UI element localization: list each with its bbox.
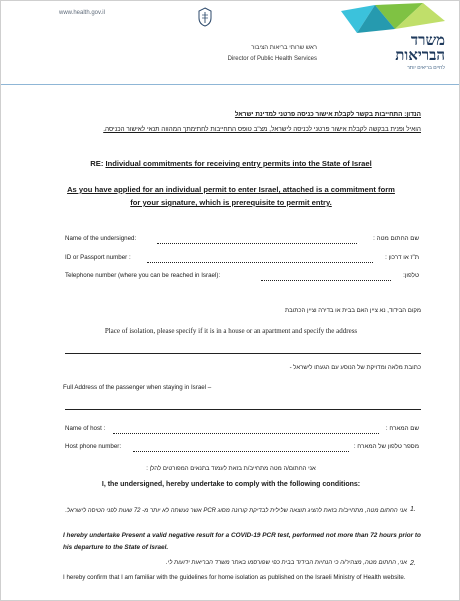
ministry-wordmark bbox=[345, 33, 445, 63]
logo-word-2: הבריאות bbox=[395, 46, 445, 64]
undersigned-name-field[interactable] bbox=[65, 235, 419, 245]
condition-1-hebrew: אני החתום מטה, מתחייב/ת בזאת להציג תוצאה שלילית לבדיקת קורונה מסוג PCR אשר נעשתה לא יותר מ- 72 שעות לפני הטיסה לישראל. bbox=[65, 508, 407, 514]
applied-line-1: As you have applied for an individual permit to enter Israel, attached is a commitment form bbox=[67, 185, 395, 194]
department-english: Director of Public Health Services bbox=[227, 56, 317, 62]
id-passport-field[interactable] bbox=[65, 254, 419, 264]
field-label-he: טלפון: bbox=[403, 272, 419, 279]
fill-line[interactable] bbox=[133, 451, 349, 452]
fill-line[interactable] bbox=[261, 280, 391, 281]
condition-2-hebrew: אני, החתום מטה, מצהיר/ה כי הנחיות הבידוד בבית כפי שפורסמו באתר משרד הבריאות ידועות לי. bbox=[165, 560, 407, 566]
telephone-field[interactable] bbox=[65, 272, 419, 282]
fill-line[interactable] bbox=[157, 243, 357, 244]
field-label-he: ת"ז או דרכון : bbox=[385, 254, 419, 261]
address-fill-line[interactable] bbox=[65, 409, 421, 410]
field-label-en: Name of host : bbox=[65, 425, 106, 432]
logo-tagline: לחיים בריאים יותר bbox=[407, 65, 445, 71]
host-phone-field[interactable] bbox=[65, 443, 419, 453]
applied-notice bbox=[31, 183, 431, 209]
applied-line-2: for your signature, which is prerequisite to permit entry. bbox=[130, 198, 332, 207]
condition-number: 2. bbox=[410, 560, 416, 567]
condition-number: 1. bbox=[410, 506, 416, 513]
conditions-intro-english: I, the undersigned, hereby undertake to comply with the following conditions: bbox=[101, 481, 361, 488]
field-label-en: Name of the undersigned: bbox=[65, 235, 137, 242]
re-text: Individual commitments for receiving entry permits into the State of Israel bbox=[105, 159, 372, 168]
header-divider bbox=[1, 84, 460, 85]
field-label-en: ID or Passport number : bbox=[65, 254, 131, 261]
site-url[interactable]: www.health.gov.il bbox=[59, 10, 105, 16]
re-prefix: RE: bbox=[90, 159, 106, 168]
field-label-he: מספר טלפון של המארח : bbox=[353, 443, 419, 450]
department-hebrew: ראש שרותי בריאות הציבור bbox=[251, 45, 317, 51]
host-name-field[interactable] bbox=[65, 425, 419, 435]
fill-line[interactable] bbox=[113, 433, 379, 434]
field-label-he: שם המארח : bbox=[385, 425, 419, 432]
conditions-intro-hebrew: אני החתום/ה מטה מתחייב/ת בזאת לעמוד בתנאים המפורטים להלן : bbox=[146, 466, 316, 472]
fill-line[interactable] bbox=[147, 262, 373, 263]
intro-hebrew: הואיל ופנית בבקשה לקבלת אישור פרטני לכניסה לישראל, מצ"ב טופס התחייבות לחתימתך המהווה תנאי לאישור הכניסה. bbox=[103, 126, 421, 133]
condition-2-english: I hereby confirm that I am familiar with the guidelines for home isolation as published on the Israeli Ministry of Health website. bbox=[63, 574, 406, 581]
address-english: Full Address of the passenger when staying in Israel – bbox=[63, 384, 212, 391]
logo-word-1: משרד bbox=[410, 31, 445, 49]
condition-1-english: I hereby undertake Present a valid negative result for a COVID-19 PCR test, performed not more than 72 hours prior to his departure to the State of Israel. bbox=[63, 532, 421, 551]
isolation-hebrew: מקום הבידוד, נא ציין האם בבית או בדירה וציין הכתובת bbox=[284, 308, 421, 314]
address-hebrew: כתובת מלאה ומדויקת של הנוסע עם הגעתו לישראל - bbox=[289, 365, 421, 371]
field-label-he: שם החתום מטה : bbox=[373, 235, 419, 242]
field-label-en: Host phone number: bbox=[65, 443, 122, 450]
subject-hebrew: הנדון: התחייבות בקשר לקבלת אישור כניסה פרטני למדינת ישראל bbox=[234, 111, 421, 118]
isolation-english: Place of isolation, please specify if it is in a house or an apartment and specify the address bbox=[104, 327, 358, 335]
re-subject-english bbox=[41, 159, 421, 168]
field-label-en: Telephone number (where you can be reached in Israel): bbox=[65, 272, 221, 279]
isolation-fill-line[interactable] bbox=[65, 353, 421, 354]
state-emblem-icon bbox=[197, 7, 213, 27]
